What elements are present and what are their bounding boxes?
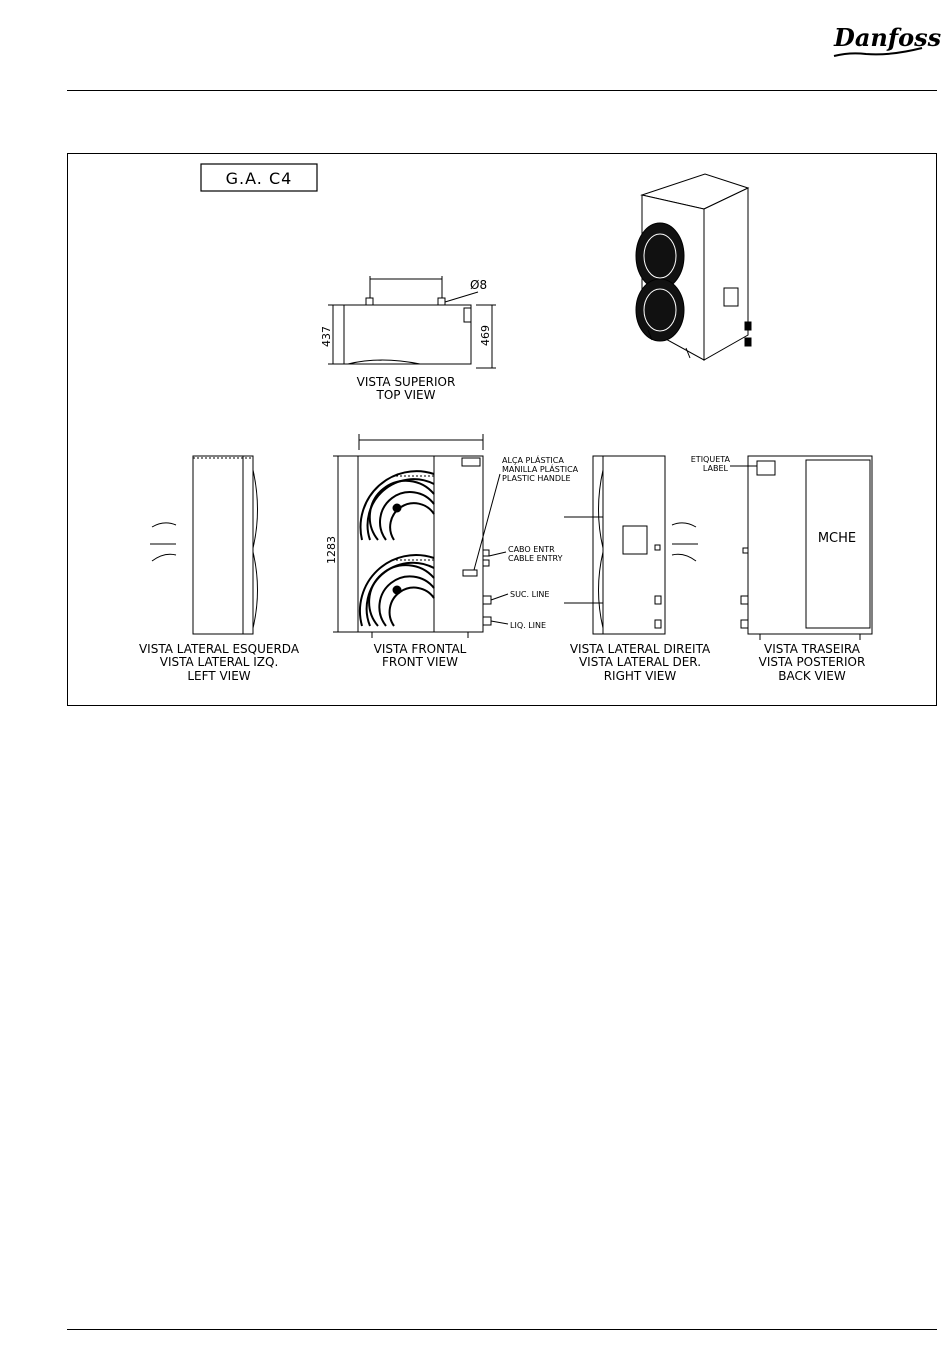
callout-suc-line: SUC. LINE [510, 590, 550, 599]
callout-cable-pt: CABO ENTR [508, 545, 555, 554]
left-view-label-3: LEFT VIEW [187, 669, 251, 683]
right-view-label-1: VISTA LATERAL DIREITA [569, 642, 711, 656]
back-label: LABEL [702, 464, 728, 473]
callout-liq-line: LIQ. LINE [510, 621, 547, 630]
right-view-label-2: VISTA LATERAL DER. [578, 655, 702, 669]
back-view-label-2: VISTA POSTERIOR [758, 655, 866, 669]
back-view [730, 456, 872, 640]
top-view-label-1: VISTA SUPERIOR [356, 375, 456, 389]
front-view-label-1: VISTA FRONTAL [373, 642, 467, 656]
diameter-label: Ø8 [470, 278, 488, 292]
model-box-text: G.A. C4 [225, 169, 293, 188]
back-etiqueta: ETIQUETA [690, 455, 730, 464]
footer-rule [67, 1329, 937, 1330]
isometric-view [636, 174, 751, 360]
callout-handle-en: PLASTIC HANDLE [502, 474, 571, 483]
left-view-label-2: VISTA LATERAL IZQ. [159, 655, 279, 669]
front-view-label-2: FRONT VIEW [381, 655, 459, 669]
callout-cable-en: CABLE ENTRY [508, 554, 563, 563]
back-view-label-3: BACK VIEW [778, 669, 846, 683]
back-mche: MCHE [817, 531, 857, 546]
left-view [150, 456, 258, 634]
right-view-label-3: RIGHT VIEW [603, 669, 677, 683]
dim-469: 469 [479, 325, 492, 346]
dim-1283: 1283 [325, 536, 338, 564]
back-view-label-1: VISTA TRASEIRA [764, 642, 860, 656]
callout-handle-es: MANILLA PLÁSTICA [502, 465, 579, 474]
front-view [333, 434, 508, 638]
top-view-label-2: TOP VIEW [376, 388, 436, 402]
right-view [564, 456, 698, 634]
callout-handle-pt: ALÇA PLÁSTICA [502, 456, 564, 465]
brand-wordmark: Danfoss [834, 23, 942, 52]
left-view-label-1: VISTA LATERAL ESQUERDA [138, 642, 300, 656]
dim-437: 437 [320, 326, 333, 347]
